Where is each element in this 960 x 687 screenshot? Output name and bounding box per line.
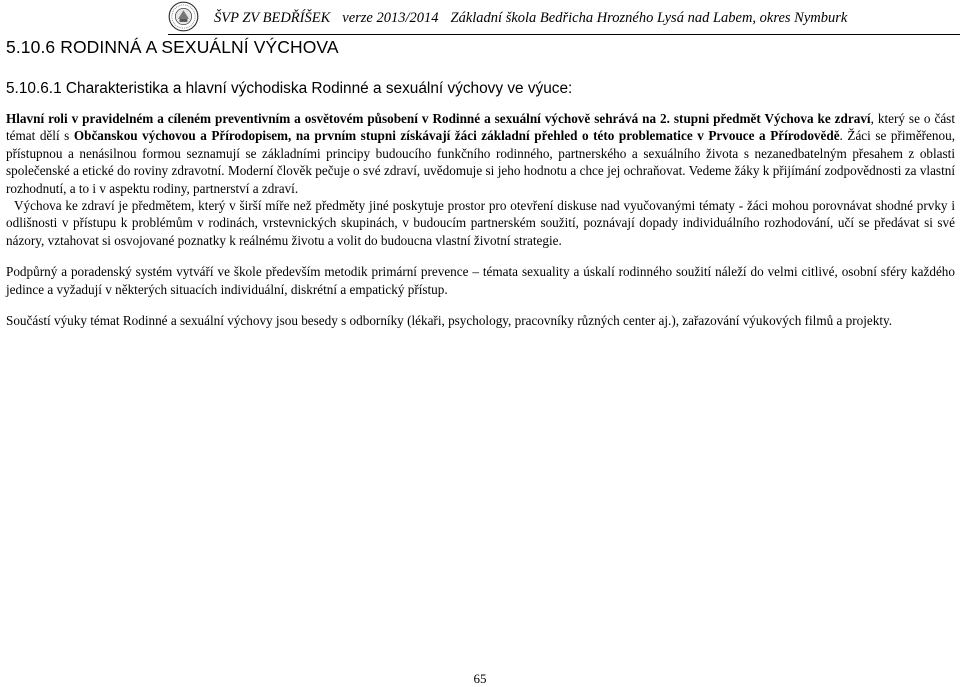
header-text: [214, 10, 847, 27]
header-school: Základní škola Bedřicha Hrozného Lysá nad Labem, okres Nymburk: [450, 10, 848, 26]
paragraph-3: Podpůrný a poradenský systém vytváří ve škole především metodik primární prevence – témata sexuality a úskalí rodinného soužití náleží do velmi citlivé, osobní sféry každého jedince a vyžadují v některých situacích individuální, diskrétní a empatický přístup.: [6, 264, 955, 297]
header-program: ŠVP ZV BEDŘÍŠEK: [214, 10, 331, 26]
paragraph-2-text: Výchova ke zdraví je předmětem, který v širší míře než předměty jiné poskytuje prostor pro otevření diskuse nad vyučovanými tématy - žáci mohou porovnávat shodné prvky i odlišnosti v přístupu k problémům v rodinách, vrstevnických skupinách, v budoucím partnerském soužití, poznávají dopady individuálního rozhodování, učí se předávat si své názory, vztahovat si osvojované poznatky k reálnému životu a volit do budoucna vlastní životní strategie.: [6, 198, 955, 248]
paragraph-1-bold-2: Občanskou výchovou a Přírodopisem, na prvním stupni získávají žáci základní přehled o této problematice v Prvouce a Přírodovědě: [73, 128, 840, 144]
section-subtitle: 5.10.6.1 Charakteristika a hlavní východiska Rodinné a sexuální výchovy ve výuce:: [6, 80, 573, 97]
paragraph-1-text-2: . Žáci se přiměřenou, přístupnou a nenásilnou formou seznamují se základními principy budoucího funkčního rodinného, partnerského a sexuálního života s nezanedbatelným přesahem z oblasti společenské a etické do roviny zdravotní. Moderní člověk pečuje o své zdraví, uvědomuje si jeho hodnotu a chce jej ochraňovat. Vedeme žáky k přijímání zodpovědnosti za vlastní rozhodnutí, a to i v aspektu rodiny, partnerství a zdraví.: [6, 128, 955, 196]
document-body: [6, 110, 955, 329]
paragraph-4: Součástí výuky témat Rodinné a sexuální výchovy jsou besedy s odborníky (lékaři, psychology, pracovníky různých center aj.), zařazování výukových filmů a projekty.: [6, 313, 893, 329]
paragraph-1: [6, 110, 955, 197]
header-version: verze 2013/2014: [342, 10, 439, 26]
paragraph-2: [6, 197, 955, 249]
page-header: [168, 0, 960, 35]
section-title: 5.10.6 RODINNÁ A SEXUÁLNÍ VÝCHOVA: [6, 37, 339, 57]
paragraph-1-text-1: , který se o část témat dělí s: [6, 111, 955, 144]
page-number: 65: [473, 671, 487, 686]
paragraph-1-bold-1: Hlavní roli v pravidelném a cíleném preventivním a osvětovém působení v Rodinné a sexuální výchově sehrává na 2. stupni předmět Výchova ke zdraví: [6, 111, 871, 126]
school-seal-logo: [168, 1, 199, 32]
